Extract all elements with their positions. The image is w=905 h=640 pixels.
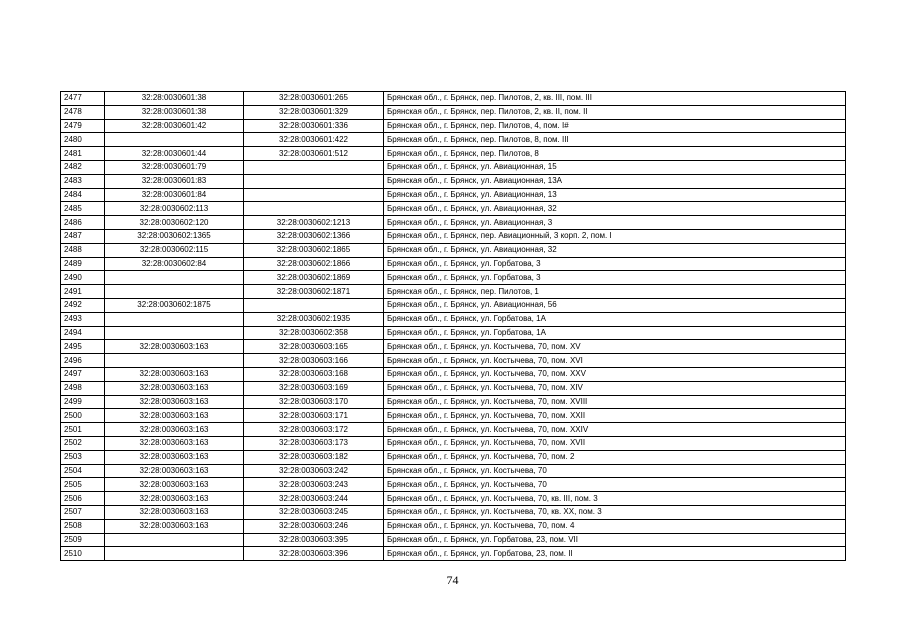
address-cell: Брянская обл., г. Брянск, пер. Пилотов, 1 xyxy=(384,285,846,299)
object-number-cell: 32:28:0030603:173 xyxy=(244,436,384,450)
row-number-cell: 2478 xyxy=(61,105,105,119)
parcel-number-cell: 32:28:0030602:113 xyxy=(105,202,244,216)
row-number-cell: 2481 xyxy=(61,147,105,161)
object-number-cell: 32:28:0030603:242 xyxy=(244,464,384,478)
table-row xyxy=(61,188,846,202)
address-cell: Брянская обл., г. Брянск, ул. Костычева, 70, пом. XVI xyxy=(384,354,846,368)
table-row xyxy=(61,519,846,533)
object-number-cell: 32:28:0030602:1871 xyxy=(244,285,384,299)
object-number-cell xyxy=(244,174,384,188)
parcel-number-cell: 32:28:0030602:1365 xyxy=(105,229,244,243)
parcel-number-cell: 32:28:0030601:83 xyxy=(105,174,244,188)
table-row xyxy=(61,492,846,506)
object-number-cell: 32:28:0030602:1213 xyxy=(244,216,384,230)
table-row xyxy=(61,216,846,230)
table-row xyxy=(61,533,846,547)
table-row xyxy=(61,147,846,161)
row-number-cell: 2503 xyxy=(61,450,105,464)
address-cell: Брянская обл., г. Брянск, пер. Пилотов, 4, пом. I# xyxy=(384,119,846,133)
row-number-cell: 2492 xyxy=(61,298,105,312)
address-cell: Брянская обл., г. Брянск, ул. Авиационная, 32 xyxy=(384,243,846,257)
parcel-number-cell: 32:28:0030603:163 xyxy=(105,409,244,423)
object-number-cell: 32:28:0030602:1866 xyxy=(244,257,384,271)
table-row xyxy=(61,367,846,381)
property-registry-table xyxy=(60,91,846,561)
parcel-number-cell: 32:28:0030603:163 xyxy=(105,381,244,395)
object-number-cell: 32:28:0030603:170 xyxy=(244,395,384,409)
object-number-cell: 32:28:0030601:422 xyxy=(244,133,384,147)
address-cell: Брянская обл., г. Брянск, ул. Горбатова, 1А xyxy=(384,312,846,326)
parcel-number-cell xyxy=(105,133,244,147)
table-row xyxy=(61,547,846,561)
parcel-number-cell: 32:28:0030601:79 xyxy=(105,160,244,174)
row-number-cell: 2493 xyxy=(61,312,105,326)
object-number-cell: 32:28:0030601:512 xyxy=(244,147,384,161)
row-number-cell: 2505 xyxy=(61,478,105,492)
object-number-cell: 32:28:0030603:246 xyxy=(244,519,384,533)
address-cell: Брянская обл., г. Брянск, ул. Костычева, 70, кв. III, пом. 3 xyxy=(384,492,846,506)
table-row xyxy=(61,202,846,216)
parcel-number-cell xyxy=(105,271,244,285)
table-body xyxy=(61,92,846,561)
row-number-cell: 2487 xyxy=(61,229,105,243)
row-number-cell: 2504 xyxy=(61,464,105,478)
row-number-cell: 2477 xyxy=(61,92,105,106)
table-row xyxy=(61,105,846,119)
row-number-cell: 2507 xyxy=(61,505,105,519)
address-cell: Брянская обл., г. Брянск, ул. Авиационная, 32 xyxy=(384,202,846,216)
table-row xyxy=(61,326,846,340)
object-number-cell: 32:28:0030603:166 xyxy=(244,354,384,368)
object-number-cell: 32:28:0030602:1865 xyxy=(244,243,384,257)
parcel-number-cell: 32:28:0030601:42 xyxy=(105,119,244,133)
object-number-cell: 32:28:0030603:169 xyxy=(244,381,384,395)
address-cell: Брянская обл., г. Брянск, пер. Авиационный, 3 корп. 2, пом. I xyxy=(384,229,846,243)
table-row xyxy=(61,174,846,188)
parcel-number-cell: 32:28:0030602:1875 xyxy=(105,298,244,312)
address-cell: Брянская обл., г. Брянск, ул. Костычева, 70, пом. 2 xyxy=(384,450,846,464)
object-number-cell: 32:28:0030603:245 xyxy=(244,505,384,519)
object-number-cell: 32:28:0030603:182 xyxy=(244,450,384,464)
parcel-number-cell: 32:28:0030601:44 xyxy=(105,147,244,161)
address-cell: Брянская обл., г. Брянск, ул. Костычева, 70, пом. XV xyxy=(384,340,846,354)
row-number-cell: 2486 xyxy=(61,216,105,230)
parcel-number-cell: 32:28:0030603:163 xyxy=(105,367,244,381)
object-number-cell: 32:28:0030601:329 xyxy=(244,105,384,119)
object-number-cell: 32:28:0030603:244 xyxy=(244,492,384,506)
parcel-number-cell xyxy=(105,285,244,299)
table-row xyxy=(61,312,846,326)
address-cell: Брянская обл., г. Брянск, ул. Горбатова, 23, пом. VII xyxy=(384,533,846,547)
object-number-cell: 32:28:0030603:396 xyxy=(244,547,384,561)
table-row xyxy=(61,257,846,271)
address-cell: Брянская обл., г. Брянск, ул. Горбатова, 3 xyxy=(384,271,846,285)
table-row xyxy=(61,395,846,409)
row-number-cell: 2510 xyxy=(61,547,105,561)
object-number-cell: 32:28:0030602:1366 xyxy=(244,229,384,243)
row-number-cell: 2498 xyxy=(61,381,105,395)
table-row xyxy=(61,285,846,299)
parcel-number-cell xyxy=(105,533,244,547)
parcel-number-cell: 32:28:0030602:84 xyxy=(105,257,244,271)
parcel-number-cell xyxy=(105,354,244,368)
table-row xyxy=(61,505,846,519)
parcel-number-cell: 32:28:0030602:115 xyxy=(105,243,244,257)
table-row xyxy=(61,133,846,147)
address-cell: Брянская обл., г. Брянск, ул. Костычева, 70, пом. XXII xyxy=(384,409,846,423)
object-number-cell xyxy=(244,188,384,202)
row-number-cell: 2484 xyxy=(61,188,105,202)
address-cell: Брянская обл., г. Брянск, ул. Костычева, 70, кв. XX, пом. 3 xyxy=(384,505,846,519)
address-cell: Брянская обл., г. Брянск, ул. Костычева, 70, пом. XVIII xyxy=(384,395,846,409)
parcel-number-cell: 32:28:0030603:163 xyxy=(105,340,244,354)
row-number-cell: 2483 xyxy=(61,174,105,188)
address-cell: Брянская обл., г. Брянск, ул. Костычева, 70, пом. XXV xyxy=(384,367,846,381)
parcel-number-cell: 32:28:0030603:163 xyxy=(105,423,244,437)
row-number-cell: 2488 xyxy=(61,243,105,257)
table-row xyxy=(61,298,846,312)
parcel-number-cell: 32:28:0030601:38 xyxy=(105,92,244,106)
object-number-cell: 32:28:0030602:1869 xyxy=(244,271,384,285)
address-cell: Брянская обл., г. Брянск, пер. Пилотов, 2, кв. III, пом. III xyxy=(384,92,846,106)
row-number-cell: 2497 xyxy=(61,367,105,381)
table-row xyxy=(61,92,846,106)
table-row xyxy=(61,478,846,492)
row-number-cell: 2496 xyxy=(61,354,105,368)
table-row xyxy=(61,271,846,285)
object-number-cell xyxy=(244,160,384,174)
parcel-number-cell: 32:28:0030603:163 xyxy=(105,505,244,519)
parcel-number-cell: 32:28:0030603:163 xyxy=(105,478,244,492)
row-number-cell: 2506 xyxy=(61,492,105,506)
table-row xyxy=(61,243,846,257)
address-cell: Брянская обл., г. Брянск, пер. Пилотов, 8 xyxy=(384,147,846,161)
address-cell: Брянская обл., г. Брянск, пер. Пилотов, 2, кв. II, пом. II xyxy=(384,105,846,119)
parcel-number-cell: 32:28:0030603:163 xyxy=(105,492,244,506)
object-number-cell: 32:28:0030602:1935 xyxy=(244,312,384,326)
object-number-cell xyxy=(244,202,384,216)
row-number-cell: 2501 xyxy=(61,423,105,437)
row-number-cell: 2500 xyxy=(61,409,105,423)
parcel-number-cell: 32:28:0030601:38 xyxy=(105,105,244,119)
row-number-cell: 2494 xyxy=(61,326,105,340)
row-number-cell: 2479 xyxy=(61,119,105,133)
row-number-cell: 2485 xyxy=(61,202,105,216)
table-row xyxy=(61,160,846,174)
object-number-cell: 32:28:0030601:265 xyxy=(244,92,384,106)
table-row xyxy=(61,340,846,354)
table-row xyxy=(61,464,846,478)
parcel-number-cell xyxy=(105,326,244,340)
address-cell: Брянская обл., г. Брянск, ул. Авиационная, 13 xyxy=(384,188,846,202)
row-number-cell: 2509 xyxy=(61,533,105,547)
page-number: 74 xyxy=(446,573,459,587)
address-cell: Брянская обл., г. Брянск, ул. Костычева, 70, пом. XXIV xyxy=(384,423,846,437)
parcel-number-cell: 32:28:0030603:163 xyxy=(105,395,244,409)
parcel-number-cell: 32:28:0030603:163 xyxy=(105,436,244,450)
address-cell: Брянская обл., г. Брянск, ул. Костычева, 70, пом. XIV xyxy=(384,381,846,395)
address-cell: Брянская обл., г. Брянск, ул. Костычева, 70, пом. 4 xyxy=(384,519,846,533)
row-number-cell: 2491 xyxy=(61,285,105,299)
object-number-cell: 32:28:0030603:171 xyxy=(244,409,384,423)
table-row xyxy=(61,119,846,133)
object-number-cell: 32:28:0030603:168 xyxy=(244,367,384,381)
parcel-number-cell xyxy=(105,312,244,326)
address-cell: Брянская обл., г. Брянск, ул. Горбатова, 1А xyxy=(384,326,846,340)
row-number-cell: 2508 xyxy=(61,519,105,533)
object-number-cell: 32:28:0030603:172 xyxy=(244,423,384,437)
table-row xyxy=(61,423,846,437)
address-cell: Брянская обл., г. Брянск, ул. Костычева, 70, пом. XVII xyxy=(384,436,846,450)
parcel-number-cell xyxy=(105,547,244,561)
address-cell: Брянская обл., г. Брянск, ул. Костычева, 70 xyxy=(384,478,846,492)
row-number-cell: 2482 xyxy=(61,160,105,174)
row-number-cell: 2489 xyxy=(61,257,105,271)
object-number-cell xyxy=(244,298,384,312)
object-number-cell: 32:28:0030601:336 xyxy=(244,119,384,133)
row-number-cell: 2490 xyxy=(61,271,105,285)
row-number-cell: 2495 xyxy=(61,340,105,354)
address-cell: Брянская обл., г. Брянск, ул. Авиационная, 3 xyxy=(384,216,846,230)
parcel-number-cell: 32:28:0030603:163 xyxy=(105,519,244,533)
address-cell: Брянская обл., г. Брянск, ул. Авиационная, 13А xyxy=(384,174,846,188)
table-row xyxy=(61,354,846,368)
table-row xyxy=(61,436,846,450)
parcel-number-cell: 32:28:0030601:84 xyxy=(105,188,244,202)
object-number-cell: 32:28:0030602:358 xyxy=(244,326,384,340)
table-row xyxy=(61,409,846,423)
parcel-number-cell: 32:28:0030603:163 xyxy=(105,450,244,464)
row-number-cell: 2499 xyxy=(61,395,105,409)
object-number-cell: 32:28:0030603:165 xyxy=(244,340,384,354)
table-row xyxy=(61,381,846,395)
object-number-cell: 32:28:0030603:243 xyxy=(244,478,384,492)
address-cell: Брянская обл., г. Брянск, ул. Авиационная, 15 xyxy=(384,160,846,174)
parcel-number-cell: 32:28:0030602:120 xyxy=(105,216,244,230)
row-number-cell: 2502 xyxy=(61,436,105,450)
parcel-number-cell: 32:28:0030603:163 xyxy=(105,464,244,478)
object-number-cell: 32:28:0030603:395 xyxy=(244,533,384,547)
address-cell: Брянская обл., г. Брянск, ул. Горбатова, 23, пом. II xyxy=(384,547,846,561)
row-number-cell: 2480 xyxy=(61,133,105,147)
address-cell: Брянская обл., г. Брянск, пер. Пилотов, 8, пом. III xyxy=(384,133,846,147)
address-cell: Брянская обл., г. Брянск, ул. Авиационная, 56 xyxy=(384,298,846,312)
address-cell: Брянская обл., г. Брянск, ул. Горбатова, 3 xyxy=(384,257,846,271)
address-cell: Брянская обл., г. Брянск, ул. Костычева, 70 xyxy=(384,464,846,478)
table-row xyxy=(61,229,846,243)
table-row xyxy=(61,450,846,464)
